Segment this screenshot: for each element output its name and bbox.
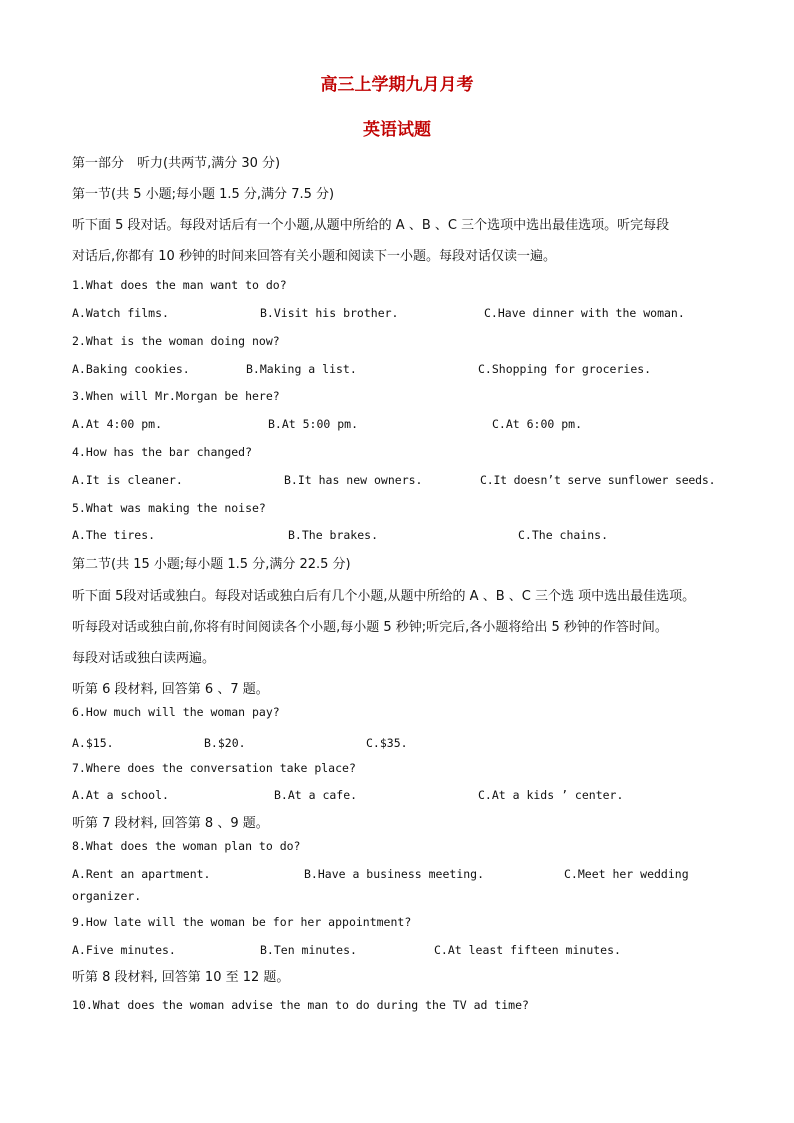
question-4-stem: 4.How has the bar changed? — [72, 445, 253, 459]
question-1-option-a: A.Watch films. — [72, 306, 169, 320]
question-6-option-b: B.$20. — [204, 736, 246, 750]
section-one-instruction-line2: 对话后,你都有 10 秒钟的时间来回答有关小题和阅读下一小题。每段对话仅读一遍。 — [72, 249, 556, 264]
question-5-option-a: A.The tires. — [72, 528, 156, 542]
section-two-instruction-line3: 每段对话或独白读两遍。 — [72, 651, 216, 666]
question-4-option-a: A.It is cleaner. — [72, 473, 183, 487]
material-7-heading: 听第 7 段材料, 回答第 8 、9 题。 — [72, 816, 269, 831]
question-4-option-c: C.It doesn’t serve sunflower seeds. — [480, 473, 716, 487]
question-7-option-a: A.At a school. — [72, 788, 169, 802]
question-8-option-c: C.Meet her wedding — [564, 867, 689, 881]
question-8-option-c-continued: organizer. — [72, 889, 142, 903]
question-2-option-a: A.Baking cookies. — [72, 362, 190, 376]
question-3-option-c: C.At 6:00 pm. — [492, 417, 583, 431]
section-one-heading: 第一节(共 5 小题;每小题 1.5 分,满分 7.5 分) — [72, 187, 335, 202]
section-two-heading: 第二节(共 15 小题;每小题 1.5 分,满分 22.5 分) — [72, 557, 351, 572]
question-6-stem: 6.How much will the woman pay? — [72, 705, 280, 719]
section-two-instruction-line1: 听下面 5段对话或独白。每段对话或独白后有几个小题,从题中所给的 A 、B 、C 三个选 项中选出最佳选项。 — [72, 589, 696, 604]
question-1-option-c: C.Have dinner with the woman. — [484, 306, 685, 320]
question-1-option-b: B.Visit his brother. — [260, 306, 399, 320]
question-7-stem: 7.Where does the conversation take place? — [72, 761, 356, 775]
question-5-option-b: B.The brakes. — [288, 528, 379, 542]
question-2-option-c: C.Shopping for groceries. — [478, 362, 652, 376]
question-1-stem: 1.What does the man want to do? — [72, 278, 287, 292]
question-8-option-b: B.Have a business meeting. — [304, 867, 485, 881]
question-3-option-a: A.At 4:00 pm. — [72, 417, 163, 431]
question-9-option-a: A.Five minutes. — [72, 943, 176, 957]
question-2-option-b: B.Making a list. — [246, 362, 357, 376]
question-7-option-b: B.At a cafe. — [274, 788, 358, 802]
question-5-stem: 5.What was making the noise? — [72, 501, 266, 515]
question-9-stem: 9.How late will the woman be for her appointment? — [72, 915, 412, 929]
question-10-stem: 10.What does the woman advise the man to do during the TV ad time? — [72, 998, 529, 1012]
question-9-option-b: B.Ten minutes. — [260, 943, 357, 957]
question-2-stem: 2.What is the woman doing now? — [72, 334, 280, 348]
section-two-instruction-line2: 听每段对话或独白前,你将有时间阅读各个小题,每小题 5 秒钟;听完后,各小题将给出 5 秒钟的作答时间。 — [72, 620, 668, 635]
question-9-option-c: C.At least fifteen minutes. — [434, 943, 621, 957]
question-7-option-c: C.At a kids ’ center. — [478, 788, 624, 802]
question-3-option-b: B.At 5:00 pm. — [268, 417, 359, 431]
question-5-option-c: C.The chains. — [518, 528, 609, 542]
exam-title: 高三上学期九月月考 — [320, 75, 474, 95]
material-8-heading: 听第 8 段材料, 回答第 10 至 12 题。 — [72, 970, 290, 985]
exam-subtitle: 英语试题 — [363, 120, 431, 140]
question-3-stem: 3.When will Mr.Morgan be here? — [72, 389, 280, 403]
section-one-instruction-line1: 听下面 5 段对话。每段对话后有一个小题,从题中所给的 A 、B 、C 三个选项中选出最佳选项。听完每段 — [72, 218, 670, 233]
material-6-heading: 听第 6 段材料, 回答第 6 、7 题。 — [72, 682, 269, 697]
part-one-heading: 第一部分 听力(共两节,满分 30 分) — [72, 156, 281, 171]
question-6-option-c: C.$35. — [366, 736, 408, 750]
question-8-stem: 8.What does the woman plan to do? — [72, 839, 301, 853]
question-8-option-a: A.Rent an apartment. — [72, 867, 211, 881]
question-6-option-a: A.$15. — [72, 736, 114, 750]
question-4-option-b: B.It has new owners. — [284, 473, 423, 487]
